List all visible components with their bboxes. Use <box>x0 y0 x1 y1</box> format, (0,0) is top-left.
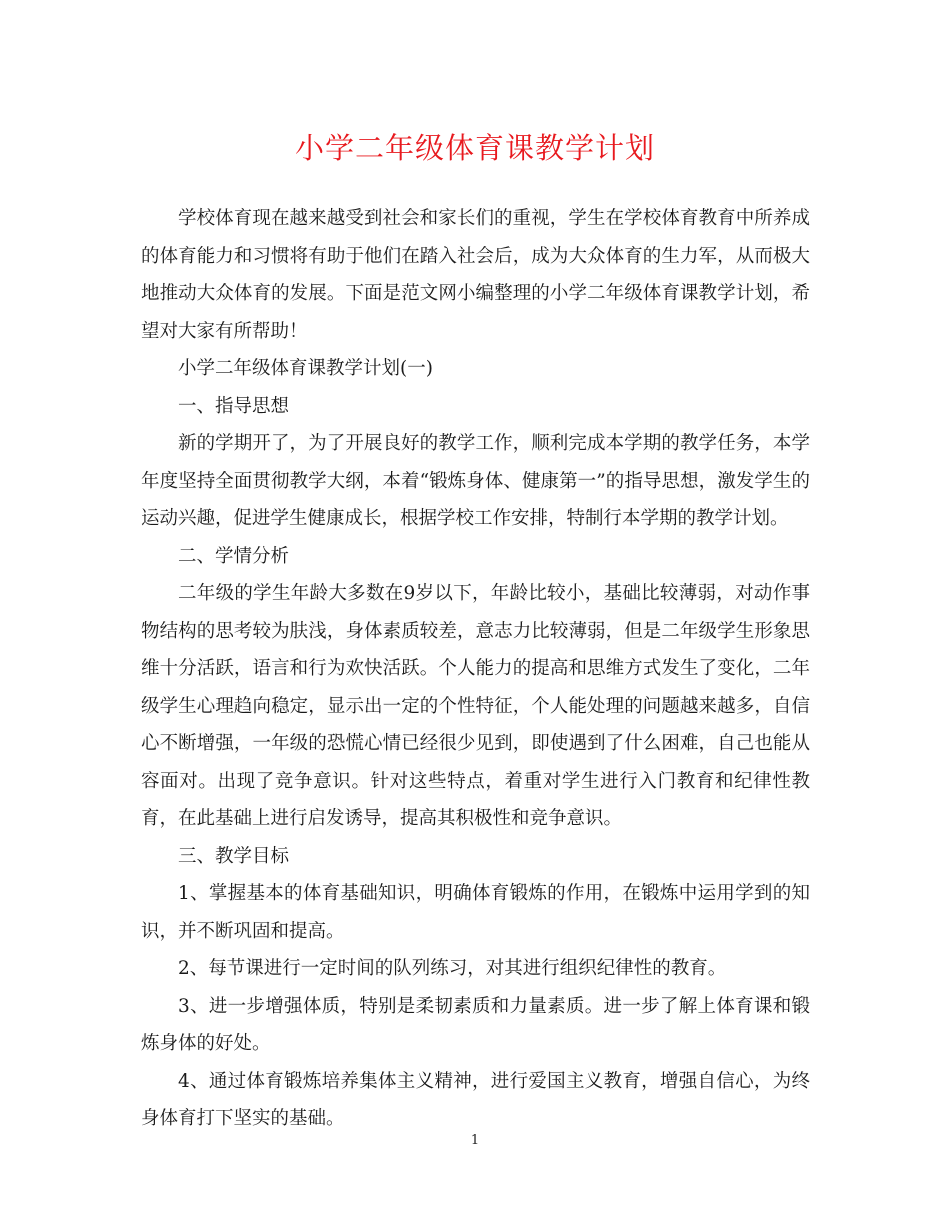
section-heading-guiding-ideology: 一、指导思想 <box>178 395 290 417</box>
document-title: 小学二年级体育课教学计划 <box>294 131 655 165</box>
plan-subtitle: 小学二年级体育课教学计划(一) <box>178 358 433 379</box>
section-heading-student-analysis: 二、学情分析 <box>178 545 290 567</box>
teaching-goal-item: 2、每节课进行一定时间的队列练习，对其进行组织纪律性的教育。 <box>178 958 727 979</box>
document-body <box>141 200 810 1138</box>
page-number: 1 <box>470 1133 480 1148</box>
section-heading-teaching-goals: 三、教学目标 <box>178 845 290 867</box>
intro-paragraph: 学校体育现在越来越受到社会和家长们的重视，学生在学校体育教育中所养成的体育能力和习惯将有助于他们在踏入社会后，成为大众体育的生力军，从而极大地推动大众体育的发展。下面是范文网小编整理的小学二年级体育课教学计划，希望对大家有所帮助！ <box>141 208 810 342</box>
teaching-goal-item: 3、进一步增强体质，特别是柔韧素质和力量素质。进一步了解上体育课和锻炼身体的好处。 <box>141 995 810 1054</box>
teaching-goal-item: 4、通过体育锻炼培养集体主义精神，进行爱国主义教育，增强自信心，为终身体育打下坚实的基础。 <box>141 1070 810 1129</box>
teaching-goal-item: 1、掌握基本的体育基础知识，明确体育锻炼的作用，在锻炼中运用学到的知识，并不断巩固和提高。 <box>141 883 810 942</box>
student-analysis-paragraph: 二年级的学生年龄大多数在9岁以下，年龄比较小，基础比较薄弱，对动作事物结构的思考较为肤浅，身体素质较差，意志力比较薄弱，但是二年级学生形象思维十分活跃，语言和行为欢快活跃。个人能力的提高和思维方式发生了变化，二年级学生心理趋向稳定，显示出一定的个性特征，个人能处理的问题越来越多，自信心不断增强，一年级的恐慌心情已经很少见到，即使遇到了什么困难，自己也能从容面对。出现了竞争意识。针对这些特点，着重对学生进行入门教育和纪律性教育，在此基础上进行启发诱导，提高其积极性和竞争意识。 <box>141 583 810 829</box>
guiding-ideology-paragraph: 新的学期开了，为了开展良好的教学工作，顺利完成本学期的教学任务，本学年度坚持全面贯彻教学大纲，本着“锻炼身体、健康第一”的指导思想，激发学生的运动兴趣，促进学生健康成长，根据学校工作安排，特制行本学期的教学计划。 <box>141 433 810 529</box>
